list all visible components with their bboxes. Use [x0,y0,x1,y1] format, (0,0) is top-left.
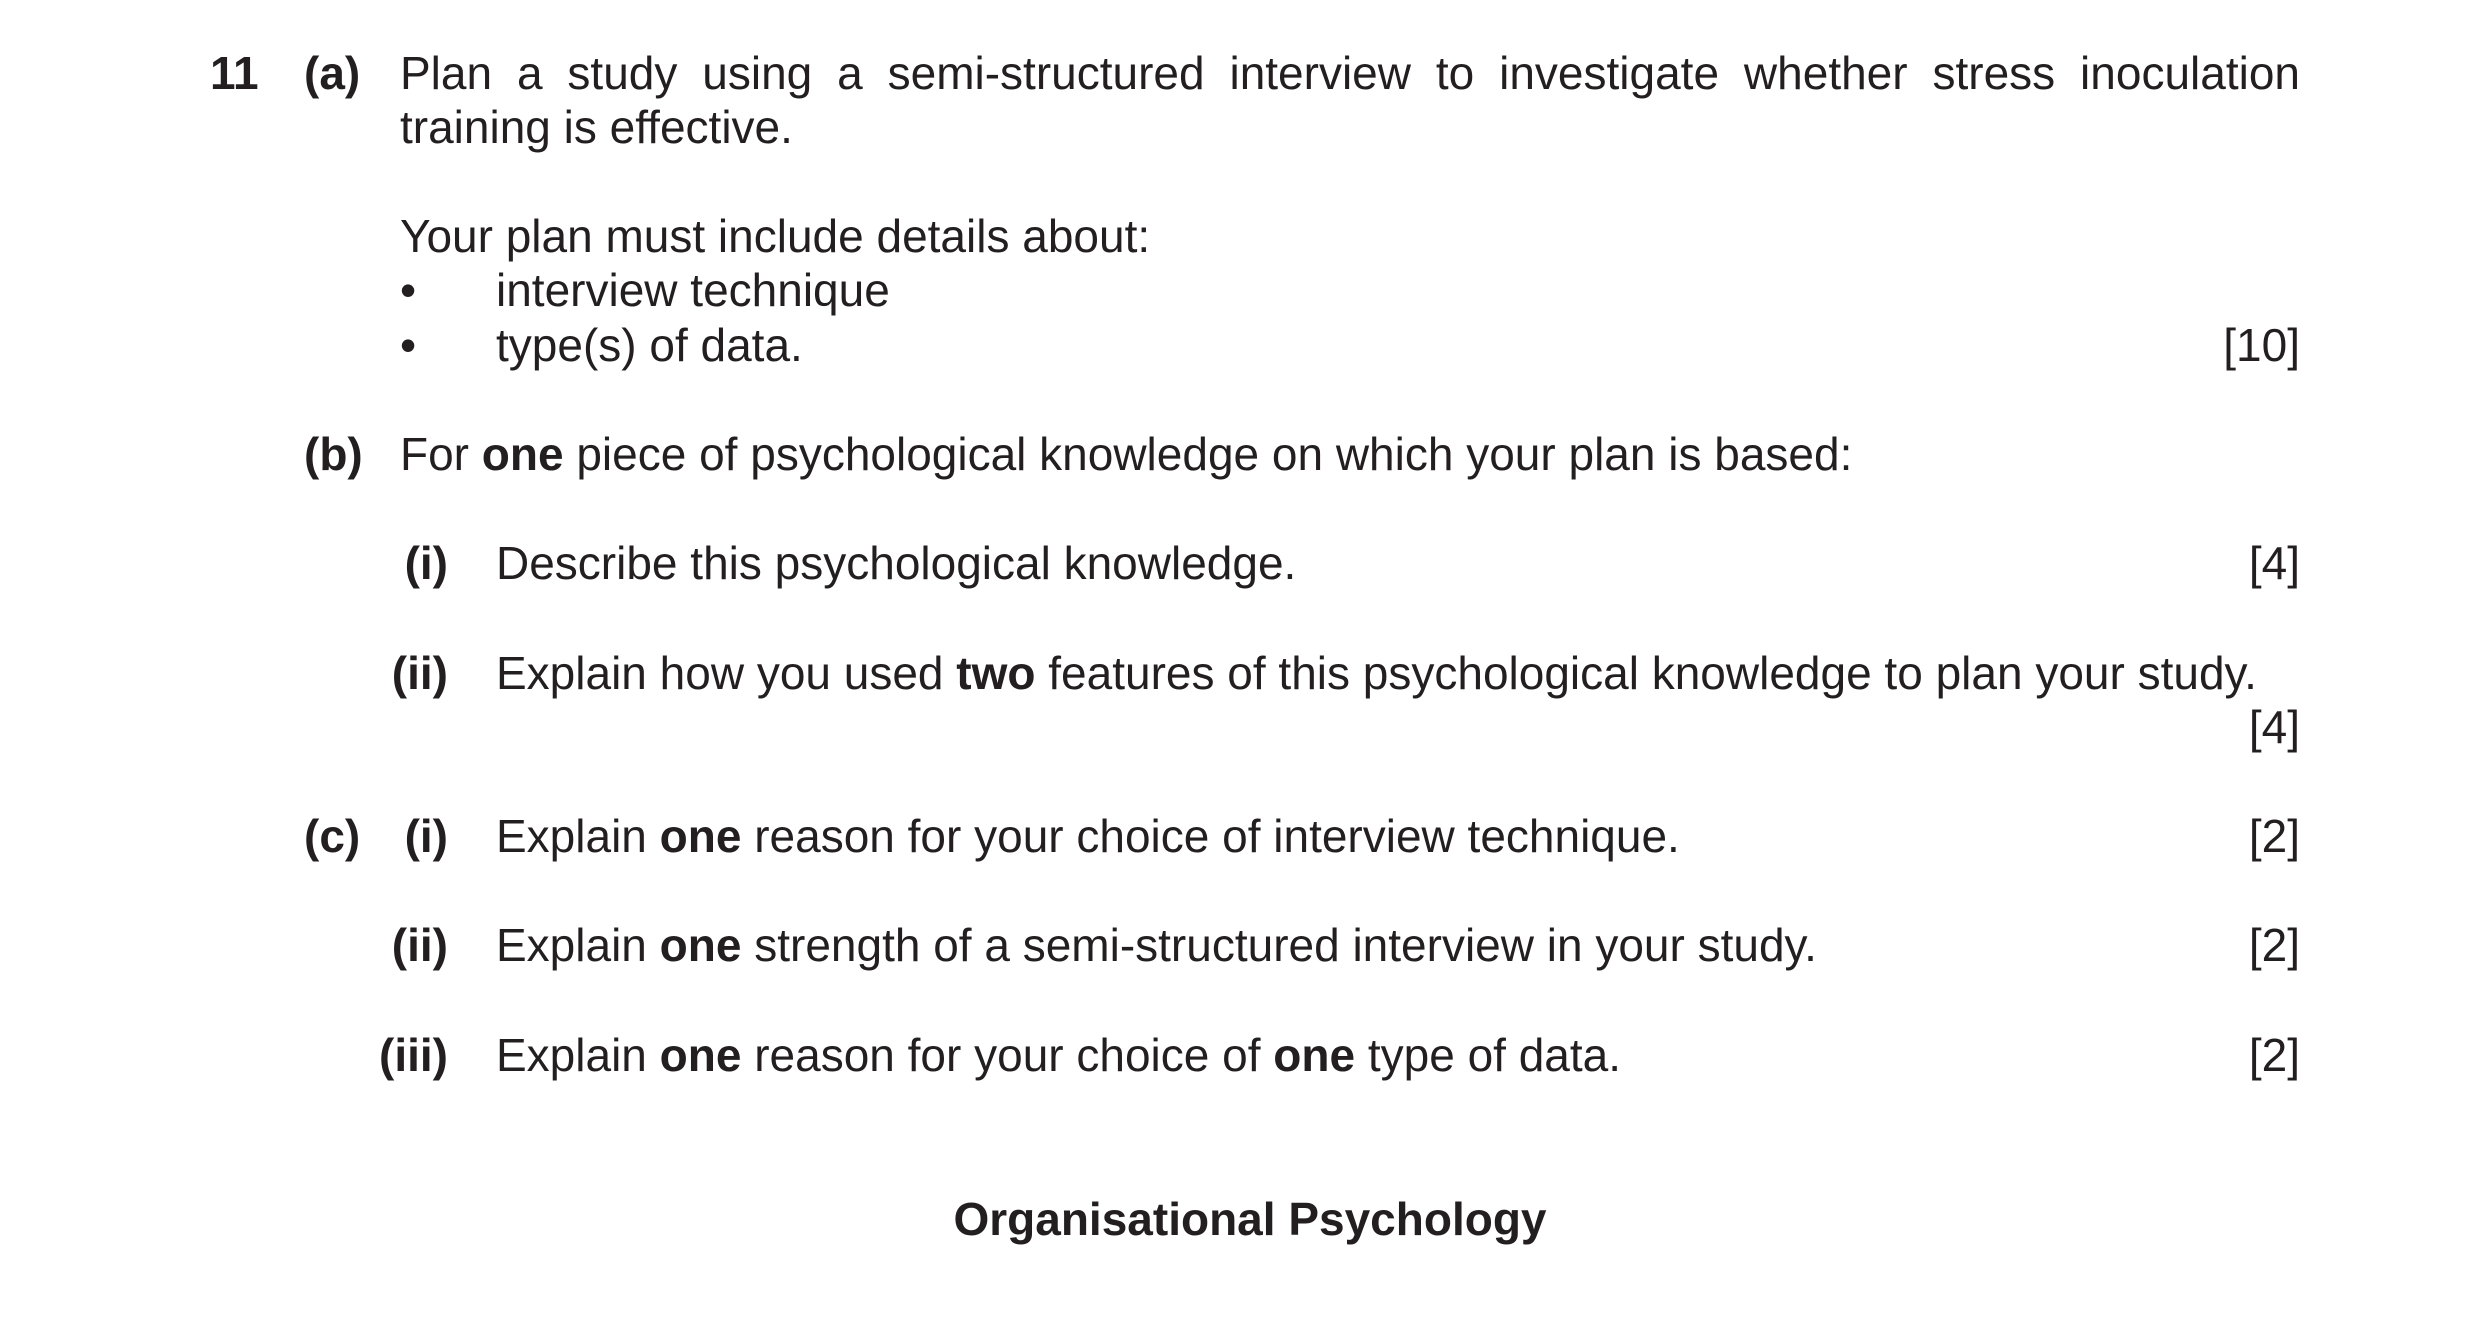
bullet-item: interview technique [496,264,890,316]
part-c-iii-text [496,1028,1621,1082]
part-b-ii-marks: [4] [2248,701,2300,753]
part-c-iii-bold-2: one [1273,1029,1356,1081]
part-c-iii-label: (iii) [379,1029,448,1081]
part-c-iii-mid: reason for your choice of [741,1029,1274,1081]
part-c-i-post: reason for your choice of interview technique. [741,810,1680,862]
part-b-stem [400,427,1852,481]
part-c-iii-pre: Explain [496,1029,660,1081]
part-c-iii-marks: [2] [2248,1029,2300,1081]
part-b-ii-label: (ii) [391,647,448,699]
question-number: 11 [210,47,259,99]
part-c-iii-bold-1: one [659,1029,742,1081]
part-a-marks: [10] [2223,319,2300,371]
part-a-line-1: Plan a study using a semi-structured interview to investigate whether stress inoculation [400,47,2300,99]
part-b-i-marks: [4] [2248,537,2300,589]
part-b-stem-pre: For [400,428,482,480]
part-b-i-label: (i) [404,537,448,589]
part-a-label: (a) [304,47,361,99]
part-b-stem-bold: one [481,428,564,480]
bullet-item: type(s) of data. [496,319,803,371]
part-c-ii-post: strength of a semi-structured interview in your study. [741,919,1817,971]
part-b-i-text: Describe this psychological knowledge. [496,537,1297,589]
part-b-ii-text [496,646,2257,700]
part-b-stem-post: piece of psychological knowledge on which your plan is based: [563,428,1853,480]
part-b-label: (b) [304,428,363,480]
part-b-ii-pre: Explain how you used [496,647,957,699]
part-c-i-text [496,809,1680,863]
part-c-ii-bold: one [659,919,742,971]
section-heading: Organisational Psychology [953,1193,1547,1245]
bullet-icon: • [400,264,417,316]
part-c-ii-label: (ii) [391,919,448,971]
part-c-iii-post: type of data. [1355,1029,1622,1081]
part-a-plan-intro: Your plan must include details about: [400,210,1151,262]
part-c-i-label: (i) [404,810,448,862]
part-c-i-marks: [2] [2248,810,2300,862]
part-b-ii-bold: two [956,647,1036,699]
part-c-i-bold: one [659,810,742,862]
part-c-ii-text [496,918,1817,972]
bullet-icon: • [400,319,417,371]
part-c-label: (c) [304,810,361,862]
part-c-ii-marks: [2] [2248,919,2300,971]
part-a-line-2: training is effective. [400,101,793,153]
part-b-ii-post: features of this psychological knowledge to plan your study. [1035,647,2257,699]
part-c-ii-pre: Explain [496,919,660,971]
part-c-i-pre: Explain [496,810,660,862]
